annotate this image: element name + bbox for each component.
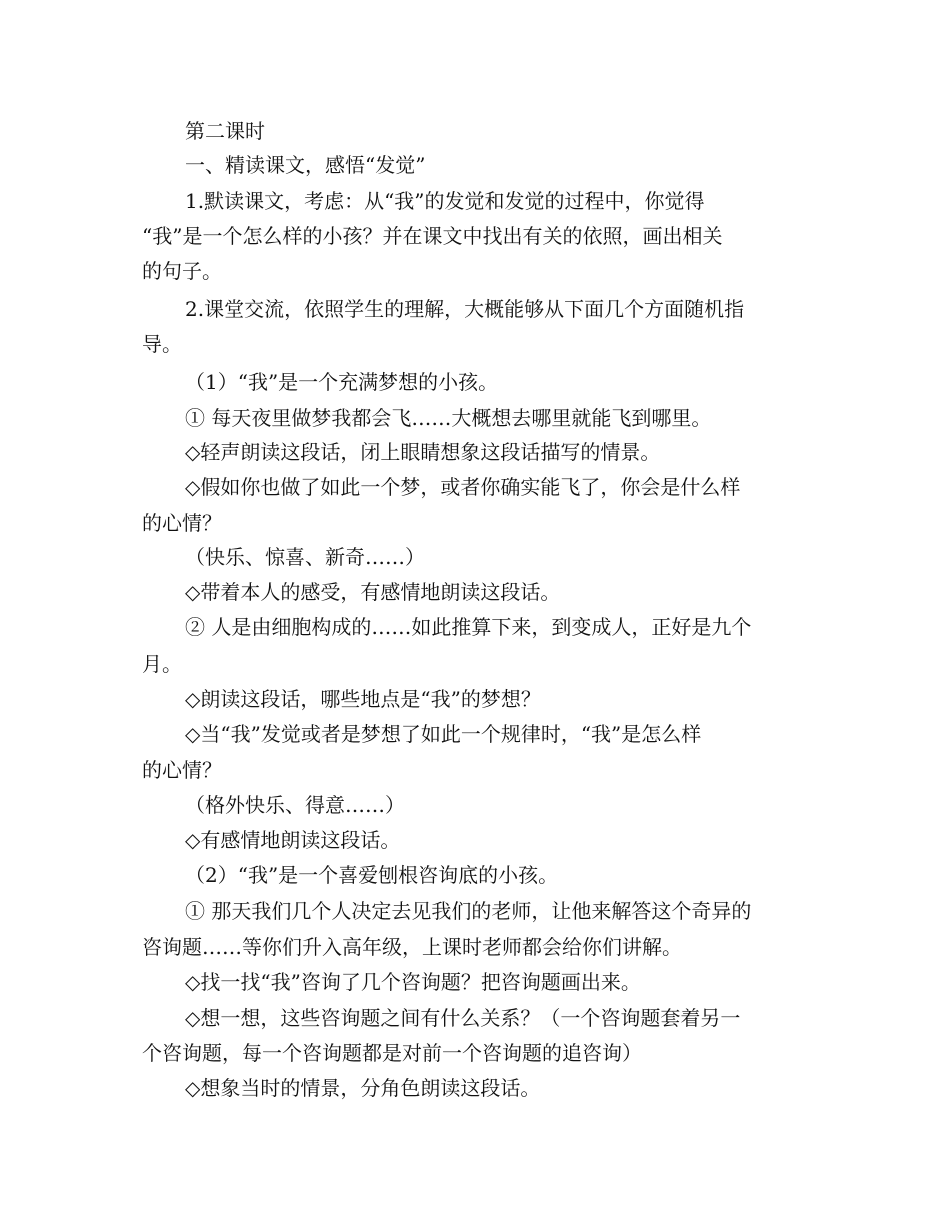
subsection-heading: （1）“我”是一个充满梦想的小孩。 [185, 370, 499, 394]
paragraph-line: 的句子。 [142, 259, 222, 283]
answer-line: （快乐、惊喜、新奇……） [185, 545, 425, 569]
bullet-item: ◇想象当时的情景，分角色朗读这段话。 [185, 1076, 541, 1100]
quote-line-cont: 咨询题……等你们升入高年级，上课时老师都会给你们讲解。 [142, 935, 682, 959]
answer-line: （格外快乐、得意……） [185, 793, 405, 817]
bullet-item-cont: 的心情？ [142, 511, 222, 535]
quote-line: ① 每天夜里做梦我都会飞……大概想去哪里就能飞到哪里。 [185, 406, 712, 430]
quote-line-cont: 月。 [142, 652, 182, 676]
bullet-item: ◇带着本人的感受，有感情地朗读这段话。 [185, 580, 561, 604]
paragraph-line: 导。 [142, 332, 182, 356]
bullet-item: ◇找一找“我”咨询了几个咨询题？把咨询题画出来。 [185, 970, 641, 994]
paragraph-line: 1.默读课文，考虑：从“我”的发觉和发觉的过程中，你觉得 [185, 189, 705, 213]
paragraph-line: “我”是一个怎么样的小孩？并在课文中找出有关的依照，画出相关 [142, 224, 723, 248]
bullet-item: ◇当“我”发觉或者是梦想了如此一个规律时，“我”是怎么样 [185, 722, 702, 746]
bullet-item: ◇轻声朗读这段话，闭上眼睛想象这段话描写的情景。 [185, 440, 661, 464]
subsection-heading: （2）“我”是一个喜爱刨根咨询底的小孩。 [185, 863, 559, 887]
bullet-item: ◇假如你也做了如此一个梦，或者你确实能飞了，你会是什么样 [185, 475, 741, 499]
quote-line: ① 那天我们几个人决定去见我们的老师，让他来解答这个奇异的 [185, 899, 752, 923]
bullet-item: ◇想一想，这些咨询题之间有什么关系？（一个咨询题套着另一 [185, 1006, 741, 1030]
section-heading: 一、精读课文，感悟“发觉” [185, 153, 426, 177]
bullet-item: ◇朗读这段话，哪些地点是“我”的梦想？ [185, 687, 541, 711]
paragraph-line: 2.课堂交流，依照学生的理解，大概能够从下面几个方面随机指 [185, 297, 745, 321]
bullet-item: ◇有感情地朗读这段话。 [185, 828, 401, 852]
bullet-item-cont: 的心情？ [142, 758, 222, 782]
bullet-item-cont: 个咨询题，每一个咨询题都是对前一个咨询题的追咨询） [142, 1041, 642, 1065]
lesson-heading: 第二课时 [185, 119, 265, 143]
quote-line: ② 人是由细胞构成的……如此推算下来，到变成人，正好是九个 [185, 615, 752, 639]
